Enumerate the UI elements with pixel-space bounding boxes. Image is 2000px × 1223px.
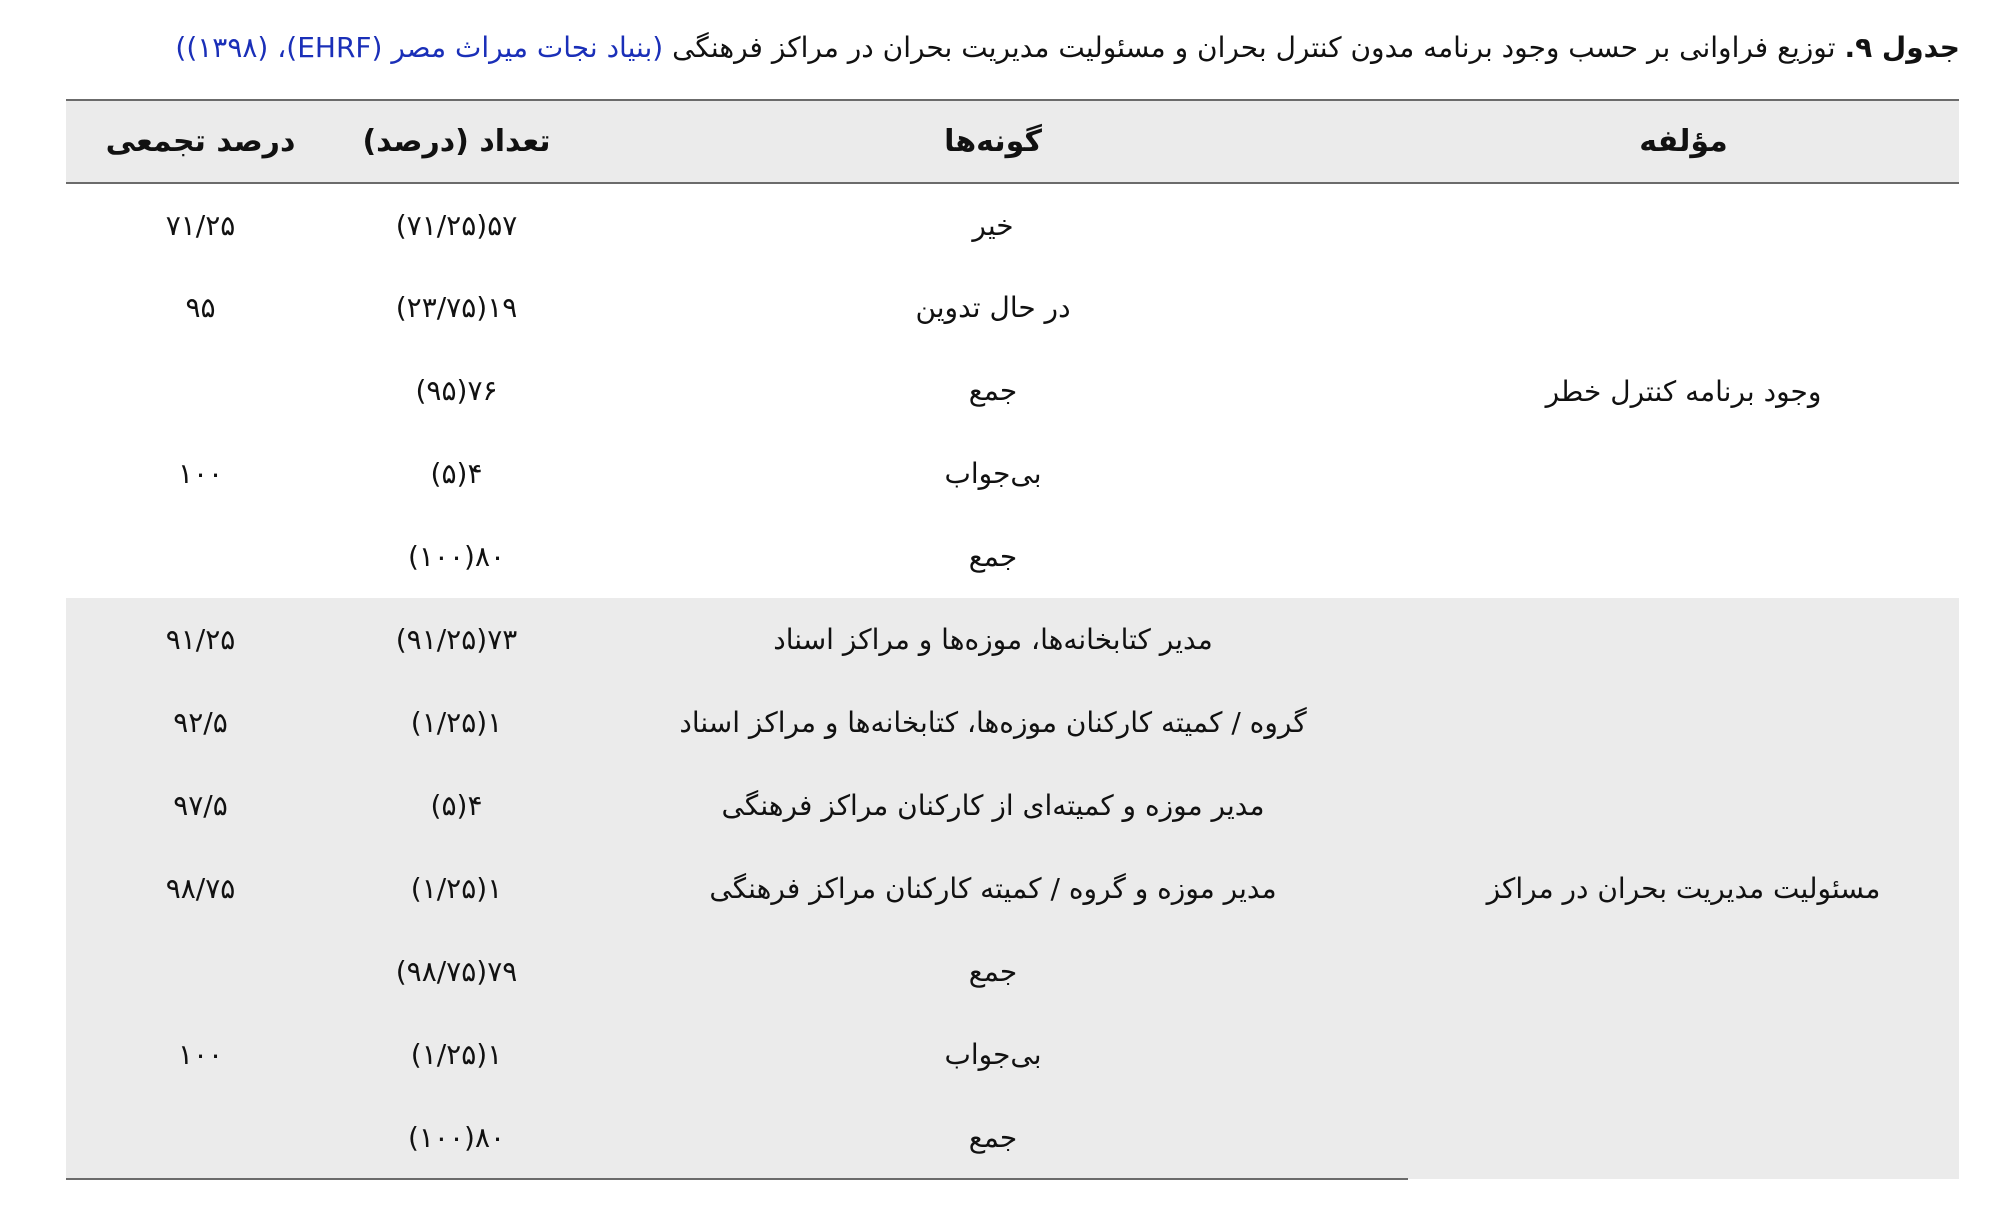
type-cell: جمع [968,955,1018,988]
count-cell: ۷۶(۹۵) [415,374,498,407]
header-component: مؤلفه [1408,100,1959,183]
cumulative-cell: ۱۰۰ [177,1038,224,1071]
type-cell: خیر [972,208,1014,242]
count-cell: ۸۰(۱۰۰) [335,1096,578,1179]
count-cell: ۱۹(۲۳/۷۵) [395,291,518,324]
type-cell: بی‌جواب [944,457,1042,490]
count-cell: ۱(۱/۲۵) [410,872,503,905]
table-group-risk-plan [66,183,1959,598]
count-cell: ۴(۵) [430,457,483,490]
frequency-table [66,99,1959,1180]
cumulative-cell: ۷۱/۲۵ [165,208,236,242]
component-cell: وجود برنامه کنترل خطر [1545,374,1822,408]
cumulative-cell: ۹۲/۵ [173,706,228,739]
cumulative-cell: ۹۷/۵ [173,789,228,822]
caption-source-link[interactable]: (بنیاد نجات میراث مصر (EHRF)، (۱۳۹۸)) [175,31,664,64]
cumulative-cell [66,1096,335,1179]
cumulative-cell: ۹۵ [185,291,216,324]
count-cell: ۱(۱/۲۵) [410,1038,503,1071]
count-cell: ۸۰(۱۰۰) [407,540,506,573]
type-cell: جمع [968,374,1018,407]
type-cell: جمع [968,540,1018,573]
count-cell: ۵۷(۷۱/۲۵) [395,208,518,242]
cumulative-cell: ۱۰۰ [177,457,224,490]
table-caption [40,26,1960,70]
count-cell: ۷۹(۹۸/۷۵) [395,955,518,988]
table-row [66,598,1959,681]
count-cell: ۱(۱/۲۵) [410,706,503,739]
type-cell: مدیر موزه و گروه / کمیته کارکنان مراکز فرهنگی [709,872,1277,905]
header-types: گونه‌ها [578,100,1408,183]
table-row [66,183,1959,266]
cumulative-cell [66,349,335,432]
cumulative-cell [66,930,335,1013]
cumulative-cell: ۹۱/۲۵ [165,623,236,656]
header-count-percent: تعداد (درصد) [335,100,578,183]
header-cumulative-percent: درصد تجمعی [66,100,335,183]
type-cell: بی‌جواب [944,1038,1042,1071]
type-cell: جمع [578,1096,1408,1179]
cumulative-cell [66,515,335,598]
caption-label: جدول ۹. [1844,31,1960,64]
type-cell: مدیر کتابخانه‌ها، موزه‌ها و مراکز اسناد [773,623,1213,656]
type-cell: مدیر موزه و کمیته‌ای از کارکنان مراکز فرهنگی [721,789,1265,822]
caption-text: توزیع فراوانی بر حسب وجود برنامه مدون کنترل بحران و مسئولیت مدیریت بحران در مراکز فرهنگی [663,31,1845,64]
cumulative-cell: ۹۸/۷۵ [165,872,236,905]
count-cell: ۴(۵) [430,789,483,822]
type-cell: در حال تدوین [915,291,1071,324]
component-cell: مسئولیت مدیریت بحران در مراکز [1486,872,1881,905]
count-cell: ۷۳(۹۱/۲۵) [395,623,518,656]
table-group-crisis-responsibility [66,598,1959,1179]
type-cell: گروه / کمیته کارکنان موزه‌ها، کتابخانه‌ها و مراکز اسناد [679,706,1307,739]
table-header-row [66,100,1959,183]
